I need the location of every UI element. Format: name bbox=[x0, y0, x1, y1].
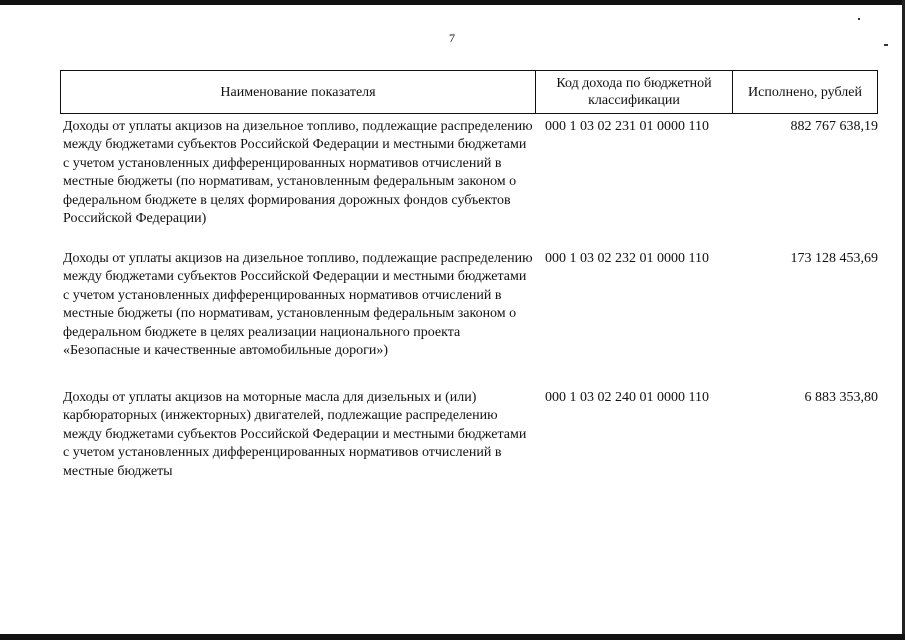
table-header bbox=[60, 70, 878, 114]
scan-edge-top bbox=[0, 0, 905, 5]
row-code: 000 1 03 02 232 01 0000 110 bbox=[545, 251, 709, 266]
header-amount: Исполнено, рублей bbox=[748, 84, 862, 100]
row-amount: 882 767 638,19 bbox=[790, 119, 878, 134]
row-code: 000 1 03 02 231 01 0000 110 bbox=[545, 119, 709, 134]
scan-speck bbox=[884, 44, 888, 46]
header-code: Код дохода по бюджетной классификации bbox=[536, 71, 733, 113]
scan-edge-bottom bbox=[0, 634, 905, 640]
header-name: Наименование показателя bbox=[61, 71, 536, 113]
row-amount: 6 883 353,80 bbox=[804, 390, 878, 405]
row-code: 000 1 03 02 240 01 0000 110 bbox=[545, 390, 709, 405]
row-name: Доходы от уплаты акцизов на дизельное топливо, подлежащие распределению между бюджетами субъектов Российской Федерации и местными бюджетами с учетом установленных дифференцированных нормативов отчислений в местные бюджеты (по нормативам, установленным федеральным законом о федеральном бюджете в целях формирования дорожных фондов субъектов Российской Федерации) bbox=[63, 119, 533, 227]
page-number: 7 bbox=[449, 31, 455, 45]
row-name: Доходы от уплаты акцизов на дизельное топливо, подлежащие распределению между бюджетами субъектов Российской Федерации и местными бюджетами с учетом установленных дифференцированных нормативов отчислений в местные бюджеты (по нормативам, установленным федеральным законом о федеральном бюджете в целях реализации национального проекта «Безопасные и качественные автомобильные дороги») bbox=[63, 251, 533, 359]
scan-speck bbox=[858, 18, 860, 20]
row-name: Доходы от уплаты акцизов на моторные масла для дизельных и (или) карбюраторных (инжекторных) двигателей, подлежащие распределению между бюджетами субъектов Российской Федерации и местными бюджетами с учетом установленных дифференцированных нормативов отчислений в местные бюджеты bbox=[63, 390, 527, 479]
row-amount: 173 128 453,69 bbox=[790, 251, 878, 266]
